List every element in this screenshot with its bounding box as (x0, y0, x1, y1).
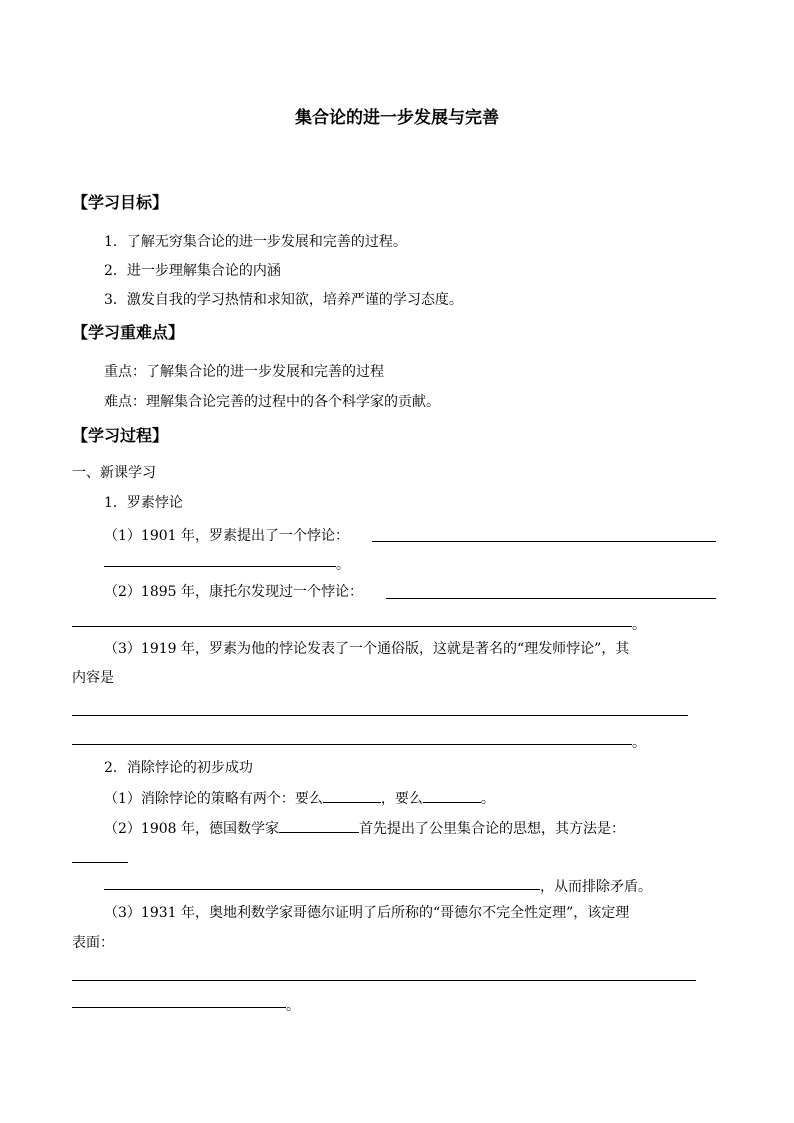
subsection-title: 2．消除悖论的初步成功 (104, 760, 253, 776)
question-text: 表面： (72, 935, 114, 951)
answer-blank[interactable] (423, 788, 481, 803)
period: 。 (632, 617, 646, 633)
answer-blank[interactable] (72, 626, 632, 627)
period: 。 (480, 791, 495, 807)
question-text: 首先提出了公里集合论的思想，其方法是： (359, 821, 625, 837)
goals-heading: 【学习目标】 (72, 193, 169, 212)
period: 。 (286, 998, 300, 1014)
answer-blank[interactable] (72, 862, 128, 863)
answer-blank[interactable] (72, 1007, 286, 1008)
question-text: （3）1931 年，奥地利数学家哥德尔证明了后所称的“哥德尔不完全性定理”，该定理 (104, 905, 630, 921)
answer-blank[interactable] (72, 715, 688, 716)
answer-blank[interactable] (372, 541, 716, 542)
key-point: 重点：了解集合论的进一步发展和完善的过程 (104, 364, 384, 380)
answer-blank[interactable] (72, 744, 632, 745)
answer-blank[interactable] (279, 818, 359, 833)
goal-item: 2．进一步理解集合论的内涵 (104, 263, 281, 279)
question-text: （2）1895 年，康托尔发现过一个悖论： (104, 584, 363, 600)
answer-blank[interactable] (72, 980, 696, 981)
process-heading: 【学习过程】 (72, 426, 169, 445)
answer-blank[interactable] (104, 889, 540, 890)
question-text: ，要么 (380, 791, 423, 807)
answer-blank[interactable] (104, 566, 336, 567)
goal-item: 1．了解无穷集合论的进一步发展和完善的过程。 (104, 234, 407, 250)
part-title: 一、新课学习 (72, 465, 156, 481)
page-title: 集合论的进一步发展与完善 (295, 108, 499, 128)
answer-blank[interactable] (323, 788, 381, 803)
subsection-title: 1．罗素悖论 (104, 495, 183, 511)
period: 。 (336, 557, 350, 573)
question-text: （1）1901 年，罗素提出了一个悖论： (104, 528, 349, 544)
answer-blank[interactable] (386, 598, 716, 599)
question-text (104, 818, 625, 838)
question-text: （3）1919 年，罗素为他的悖论发表了一个通俗版，这就是著名的“理发师悖论”，其 (104, 641, 630, 657)
question-text: （1）消除悖论的策略有两个：要么 (104, 791, 323, 807)
goal-item: 3．激发自我的学习热情和求知欲，培养严谨的学习态度。 (104, 292, 463, 308)
question-text: 内容是 (72, 670, 114, 686)
period: 。 (632, 735, 646, 751)
question-text: （2）1908 年，德国数学家 (104, 821, 279, 837)
key-heading: 【学习重难点】 (72, 323, 185, 342)
difficult-point: 难点：理解集合论完善的过程中的各个科学家的贡献。 (104, 394, 440, 410)
question-text (104, 788, 495, 808)
question-text: ，从而排除矛盾。 (540, 879, 652, 895)
